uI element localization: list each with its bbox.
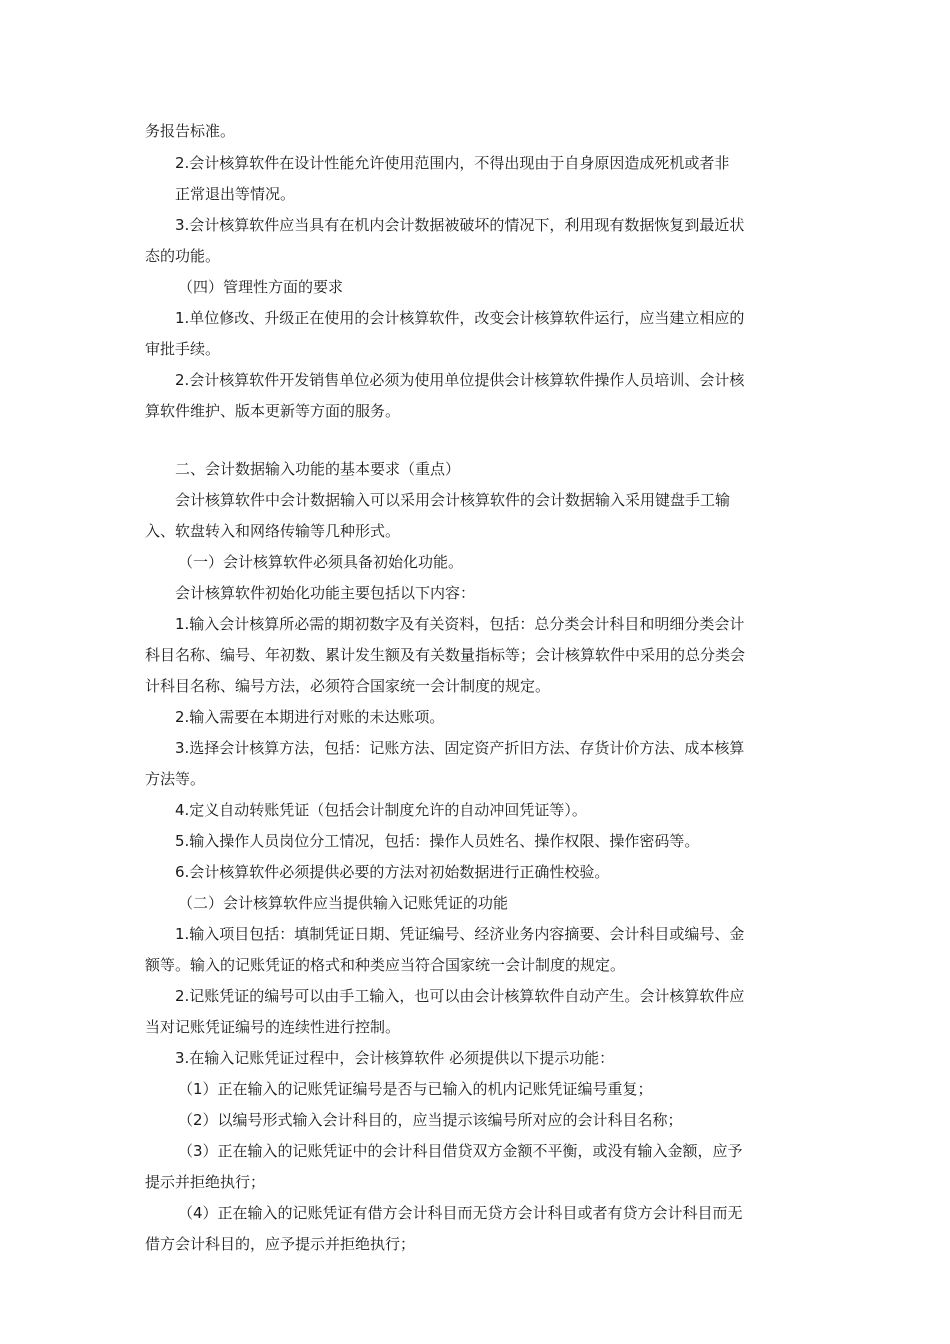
text-line: 当对记账凭证编号的连续性进行控制。 — [145, 1018, 401, 1036]
list-item: （3）正在输入的记账凭证中的会计科目借贷双方金额不平衡，或没有输入金额，应予 — [178, 1142, 743, 1160]
text-line: 1.输入会计核算所必需的期初数字及有关资料，包括：总分类会计科目和明细分类会计 — [175, 615, 745, 633]
text-line: 6.会计核算软件必须提供必要的方法对初始数据进行正确性校验。 — [175, 863, 610, 881]
text-line: 2.会计核算软件开发销售单位必须为使用单位提供会计核算软件操作人员培训、会计核 — [175, 371, 745, 389]
text-line: 科目名称、编号、年初数、累计发生额及有关数量指标等；会计核算软件中采用的总分类会 — [145, 646, 746, 664]
text-line: 3.选择会计核算方法，包括：记账方法、固定资产折旧方法、存货计价方法、成本核算 — [175, 739, 745, 757]
text-line: 计科目名称、编号方法，必须符合国家统一会计制度的规定。 — [145, 677, 551, 695]
list-item: （2）以编号形式输入会计科目的，应当提示该编号所对应的会计科目名称； — [178, 1111, 683, 1129]
text-line: 算软件维护、版本更新等方面的服务。 — [145, 402, 401, 420]
section-heading: 二、会计数据输入功能的基本要求（重点） — [175, 460, 461, 478]
text-line: 入、软盘转入和网络传输等几种形式。 — [145, 522, 401, 540]
text-line: 1.单位修改、升级正在使用的会计核算软件，改变会计核算软件运行，应当建立相应的 — [175, 309, 745, 327]
text-line: 会计核算软件中会计数据输入可以采用会计核算软件的会计数据输入采用键盘手工输 — [175, 491, 731, 509]
text-line: 4.定义自动转账凭证（包括会计制度允许的自动冲回凭证等）。 — [175, 801, 587, 819]
text-line: 额等。输入的记账凭证的格式和种类应当符合国家统一会计制度的规定。 — [145, 956, 626, 974]
section-heading: （一）会计核算软件必须具备初始化功能。 — [178, 553, 464, 571]
text-line: 3.在输入记账凭证过程中，会计核算软件 必须提供以下提示功能： — [175, 1049, 615, 1067]
text-line: 会计核算软件初始化功能主要包括以下内容： — [175, 584, 476, 602]
text-line: 审批手续。 — [145, 340, 221, 358]
text-line: 1.输入项目包括：填制凭证日期、凭证编号、经济业务内容摘要、会计科目或编号、金 — [175, 925, 745, 943]
text-line: 态的功能。 — [145, 247, 221, 265]
text-line: 正常退出等情况。 — [175, 185, 296, 203]
section-heading: （四）管理性方面的要求 — [178, 278, 344, 296]
text-line: 提示并拒绝执行； — [145, 1173, 266, 1191]
text-line: 3.会计核算软件应当具有在机内会计数据被破坏的情况下，利用现有数据恢复到最近状 — [175, 216, 745, 234]
text-line: 方法等。 — [145, 770, 206, 788]
list-item: （1）正在输入的记账凭证编号是否与已输入的机内记账凭证编号重复； — [178, 1080, 653, 1098]
text-line: 2.记账凭证的编号可以由手工输入，也可以由会计核算软件自动产生。会计核算软件应 — [175, 987, 745, 1005]
text-line: 2.输入需要在本期进行对账的未达账项。 — [175, 708, 445, 726]
text-line: 借方会计科目的，应予提示并拒绝执行； — [145, 1235, 416, 1253]
section-heading: （二）会计核算软件应当提供输入记账凭证的功能 — [178, 894, 509, 912]
text-line: 5.输入操作人员岗位分工情况，包括：操作人员姓名、操作权限、操作密码等。 — [175, 832, 700, 850]
text-line: 2.会计核算软件在设计性能允许使用范围内，不得出现由于自身原因造成死机或者非 — [175, 154, 730, 172]
text-line: 务报告标准。 — [145, 122, 236, 140]
list-item: （4）正在输入的记账凭证有借方会计科目而无贷方会计科目或者有贷方会计科目而无 — [178, 1204, 743, 1222]
